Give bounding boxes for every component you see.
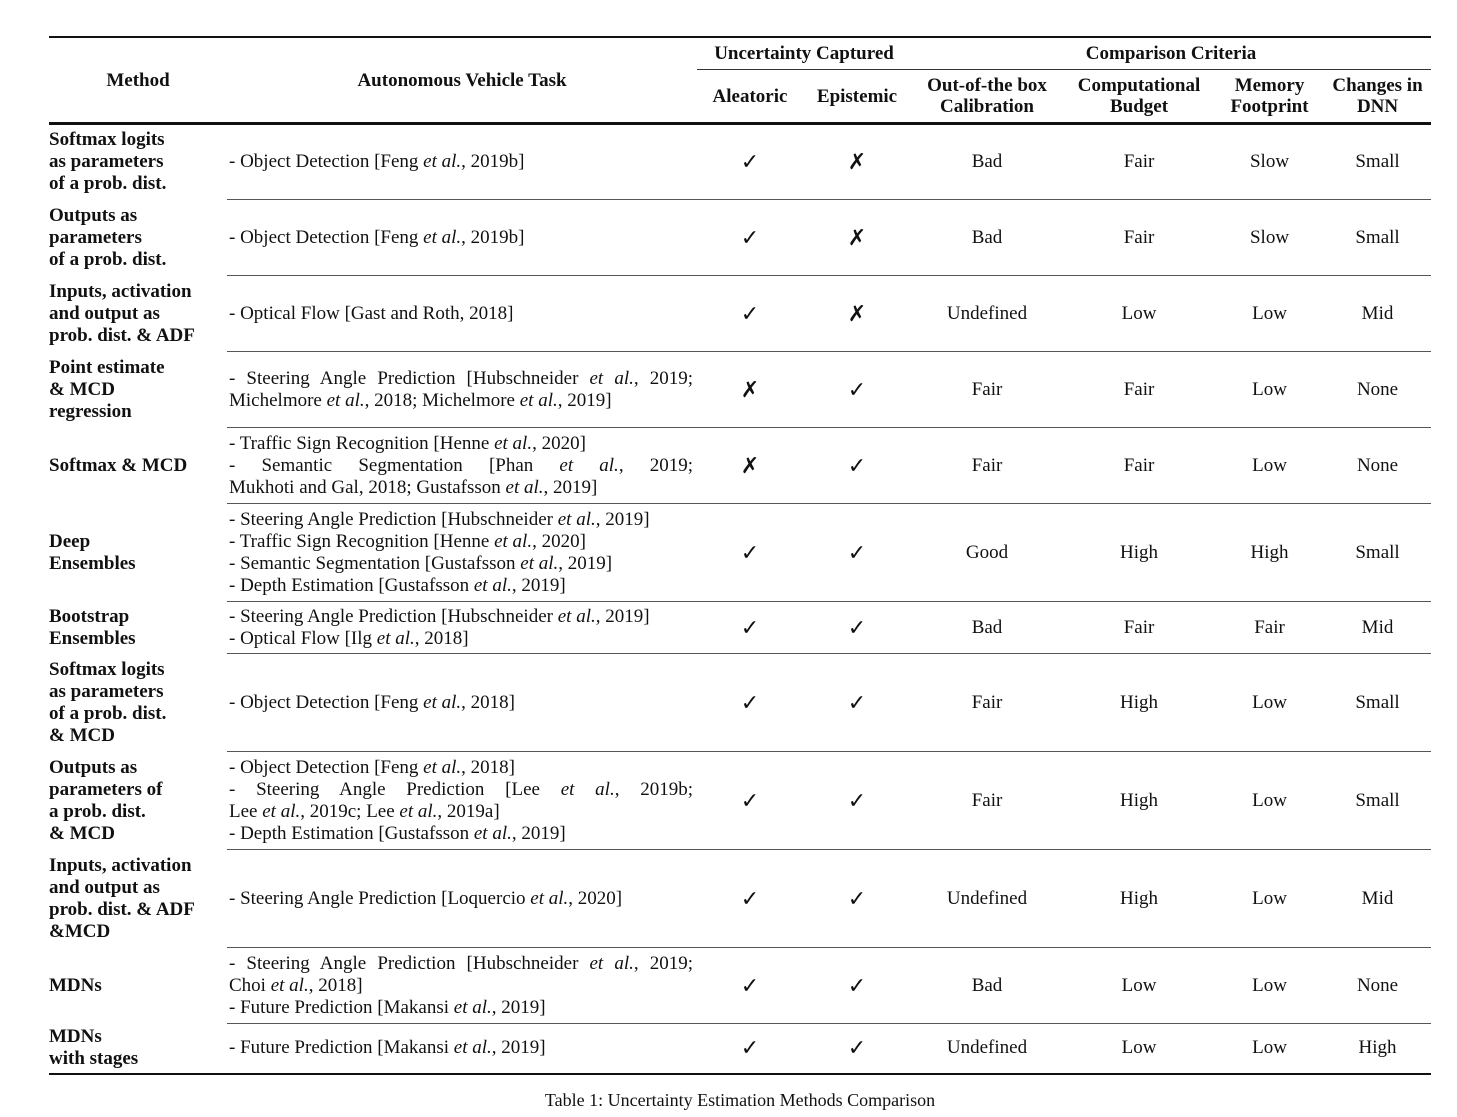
calibration-cell: Fair [911, 752, 1063, 850]
task-line [229, 801, 693, 823]
task-text: - Optical Flow [Gast and Roth, 2018] [229, 302, 514, 324]
method-line: Softmax logits [49, 129, 165, 151]
task-line [229, 553, 693, 575]
method-line: Outputs as [49, 756, 138, 778]
table-row [49, 602, 1431, 654]
method-line: of a prob. dist. [49, 702, 167, 724]
task-line [229, 151, 693, 173]
table-row [49, 352, 1431, 428]
citation-etal: et al. [473, 822, 512, 844]
task-text: - Steering Angle Prediction [Hubschneider [229, 605, 558, 627]
task-text: , 2019] [491, 1037, 546, 1059]
compute-budget-cell: Fair [1063, 428, 1215, 504]
task-text: Choi [229, 974, 271, 996]
memory-footprint-cell: Fair [1215, 602, 1324, 654]
method-line: a prob. dist. [49, 800, 146, 822]
table-row [49, 752, 1431, 850]
dnn-changes-cell: Small [1324, 200, 1431, 276]
table-row [49, 850, 1431, 948]
task-text: , 2020] [568, 887, 623, 909]
task-cell [227, 352, 697, 428]
epistemic-cell: ✓ [803, 504, 911, 602]
task-text: , 2018] [461, 756, 515, 778]
method-line: of a prob. dist. [49, 248, 167, 270]
compute-budget-cell: High [1063, 850, 1215, 948]
memory-footprint-cell: Low [1215, 850, 1324, 948]
header-changes [1324, 70, 1431, 124]
task-cell [227, 654, 697, 752]
task-text: - Future Prediction [Makansi [229, 996, 454, 1018]
aleatoric-cell: ✓ [697, 752, 803, 850]
citation-etal: et al. [505, 476, 544, 498]
compute-budget-cell: Low [1063, 1024, 1215, 1074]
method-cell [49, 654, 227, 752]
epistemic-cell: ✓ [803, 602, 911, 654]
method-line: Ensembles [49, 552, 136, 574]
citation-etal: et al. [453, 1037, 492, 1059]
table-row [49, 124, 1431, 200]
header-epistemic: Epistemic [803, 70, 911, 124]
task-line [229, 368, 693, 390]
method-line: as parameters [49, 151, 164, 173]
task-cell [227, 1024, 697, 1074]
task-text: - Steering Angle Prediction [Hubschneider [229, 952, 590, 974]
citation-etal: et al. [270, 974, 309, 996]
citation-etal: et al. [519, 389, 558, 411]
task-text: , 2019] [557, 389, 612, 411]
memory-footprint-cell: Low [1215, 1024, 1324, 1074]
task-line [229, 390, 693, 412]
dnn-changes-cell: None [1324, 352, 1431, 428]
task-text: , 2019] [595, 605, 650, 627]
header-task: Autonomous Vehicle Task [227, 37, 697, 124]
task-line [229, 757, 693, 779]
task-text: , 2018] [461, 691, 515, 713]
compute-budget-cell: Low [1063, 948, 1215, 1024]
method-cell [49, 602, 227, 654]
header-memory-line1: Memory [1234, 75, 1305, 96]
memory-footprint-cell: Slow [1215, 124, 1324, 200]
header-calibration-line2: Calibration [940, 96, 1034, 117]
task-text: , 2019] [491, 996, 546, 1018]
compute-budget-cell: Fair [1063, 602, 1215, 654]
calibration-cell: Bad [911, 124, 1063, 200]
method-line: &MCD [49, 920, 111, 942]
method-line: regression [49, 400, 132, 422]
header-memory-line2: Footprint [1230, 96, 1309, 117]
task-line [229, 953, 693, 975]
method-line: parameters of [49, 778, 163, 800]
task-text: - Depth Estimation [Gustafsson [229, 574, 474, 596]
header-memory [1215, 70, 1324, 124]
compute-budget-cell: High [1063, 654, 1215, 752]
method-cell [49, 504, 227, 602]
compute-budget-cell: Fair [1063, 200, 1215, 276]
method-line: of a prob. dist. [49, 173, 167, 195]
task-text: - Object Detection [Feng [229, 691, 424, 713]
table-row [49, 948, 1431, 1024]
dnn-changes-cell: Mid [1324, 276, 1431, 352]
method-cell [49, 276, 227, 352]
task-cell [227, 752, 697, 850]
comparison-table [49, 36, 1431, 1075]
citation-etal: et al. [557, 508, 596, 530]
task-text: , 2020] [532, 432, 586, 454]
task-text: - Steering Angle Prediction [Hubschneider [229, 367, 590, 389]
epistemic-cell: ✓ [803, 654, 911, 752]
calibration-cell: Undefined [911, 850, 1063, 948]
task-text: Mukhoti and Gal, 2018; Gustafsson [229, 476, 506, 498]
aleatoric-cell: ✓ [697, 200, 803, 276]
task-text: - Depth Estimation [Gustafsson [229, 822, 474, 844]
task-text: , 2019] [558, 552, 613, 574]
method-line: Outputs as [49, 204, 138, 226]
table-header [49, 37, 1431, 124]
calibration-cell: Undefined [911, 276, 1063, 352]
task-text: , 2019; [633, 952, 693, 974]
epistemic-cell: ✓ [803, 948, 911, 1024]
method-cell [49, 124, 227, 200]
method-cell [49, 1024, 227, 1074]
citation-etal: et al. [520, 552, 559, 574]
task-text: , 2019] [543, 476, 598, 498]
method-line: parameters [49, 226, 142, 248]
task-text: - Steering Angle Prediction [Lee [229, 778, 561, 800]
task-line [229, 303, 693, 325]
method-line: prob. dist. & ADF [49, 898, 195, 920]
table-body [49, 124, 1431, 1074]
task-line [229, 997, 693, 1019]
table-row [49, 276, 1431, 352]
calibration-cell: Bad [911, 948, 1063, 1024]
task-text: , 2020] [532, 530, 586, 552]
citation-etal: et al. [494, 432, 533, 454]
citation-etal: et al. [399, 800, 438, 822]
method-line: & MCD [49, 822, 115, 844]
epistemic-cell: ✗ [803, 200, 911, 276]
dnn-changes-cell: Mid [1324, 850, 1431, 948]
task-text: - Steering Angle Prediction [Hubschneider [229, 508, 558, 530]
method-line: MDNs [49, 974, 102, 996]
task-text: , 2019b] [461, 151, 525, 172]
calibration-cell: Bad [911, 602, 1063, 654]
table-row [49, 1024, 1431, 1074]
aleatoric-cell: ✓ [697, 654, 803, 752]
table-row [49, 200, 1431, 276]
task-cell [227, 948, 697, 1024]
citation-etal: et al. [326, 389, 365, 411]
method-line: MDNs [49, 1026, 102, 1047]
memory-footprint-cell: Low [1215, 948, 1324, 1024]
task-text: , 2019b; [614, 778, 693, 800]
dnn-changes-cell: Small [1324, 124, 1431, 200]
aleatoric-cell: ✓ [697, 124, 803, 200]
citation-etal: et al. [423, 151, 462, 172]
method-line: Softmax logits [49, 658, 165, 680]
calibration-cell: Fair [911, 428, 1063, 504]
dnn-changes-cell: Mid [1324, 602, 1431, 654]
task-cell [227, 504, 697, 602]
task-text: - Object Detection [Feng [229, 756, 424, 778]
header-changes-line2: DNN [1356, 96, 1399, 117]
calibration-cell: Bad [911, 200, 1063, 276]
task-text: , 2019; [633, 367, 693, 389]
epistemic-cell: ✓ [803, 1024, 911, 1074]
epistemic-cell: ✓ [803, 352, 911, 428]
method-line: Inputs, activation [49, 280, 192, 302]
task-text: , 2019] [511, 822, 566, 844]
task-text: Michelmore [229, 389, 327, 411]
compute-budget-cell: High [1063, 752, 1215, 850]
header-calibration-line1: Out-of-the box [927, 75, 1047, 96]
aleatoric-cell: ✓ [697, 948, 803, 1024]
citation-etal: et al. [557, 605, 596, 627]
task-text: , 2019] [595, 508, 650, 530]
compute-budget-cell: Fair [1063, 124, 1215, 200]
method-line: and output as [49, 876, 160, 898]
citation-etal: et al. [589, 367, 634, 389]
task-text: , 2018; Michelmore [364, 389, 520, 411]
method-cell [49, 428, 227, 504]
task-text: - Object Detection [Feng [229, 151, 424, 172]
task-line [229, 823, 693, 845]
header-criteria-group: Comparison Criteria [911, 37, 1431, 70]
task-cell [227, 124, 697, 200]
aleatoric-cell: ✓ [697, 602, 803, 654]
compute-budget-cell: Low [1063, 276, 1215, 352]
header-calibration [911, 70, 1063, 124]
memory-footprint-cell: High [1215, 504, 1324, 602]
header-compute [1063, 70, 1215, 124]
task-text: - Traffic Sign Recognition [Henne [229, 432, 495, 454]
calibration-cell: Fair [911, 352, 1063, 428]
dnn-changes-cell: High [1324, 1024, 1431, 1074]
task-line [229, 433, 693, 455]
task-line [229, 1037, 693, 1059]
task-text: - Object Detection [Feng [229, 226, 424, 248]
citation-etal: et al. [262, 800, 301, 822]
epistemic-cell: ✗ [803, 276, 911, 352]
aleatoric-cell: ✓ [697, 276, 803, 352]
task-text: - Traffic Sign Recognition [Henne [229, 530, 495, 552]
task-line [229, 455, 693, 477]
citation-etal: et al. [530, 887, 569, 909]
aleatoric-cell: ✓ [697, 504, 803, 602]
task-text: - Future Prediction [Makansi [229, 1037, 454, 1059]
task-text: - Steering Angle Prediction [Loquercio [229, 887, 531, 909]
memory-footprint-cell: Low [1215, 276, 1324, 352]
citation-etal: et al. [423, 691, 462, 713]
task-cell [227, 602, 697, 654]
method-cell [49, 352, 227, 428]
header-method: Method [49, 37, 227, 124]
method-line: Point estimate [49, 356, 165, 378]
header-compute-line2: Budget [1109, 96, 1169, 117]
task-line [229, 975, 693, 997]
aleatoric-cell: ✓ [697, 1024, 803, 1074]
memory-footprint-cell: Low [1215, 352, 1324, 428]
table-row [49, 428, 1431, 504]
task-text: , 2019b] [461, 226, 525, 248]
epistemic-cell: ✗ [803, 124, 911, 200]
task-text: , 2018] [308, 974, 363, 996]
method-cell [49, 850, 227, 948]
citation-etal: et al. [560, 778, 615, 800]
task-line [229, 779, 693, 801]
task-cell [227, 200, 697, 276]
citation-etal: et al. [589, 952, 634, 974]
calibration-cell: Fair [911, 654, 1063, 752]
memory-footprint-cell: Low [1215, 428, 1324, 504]
citation-etal: et al. [423, 226, 462, 248]
header-changes-line1: Changes in [1332, 75, 1423, 96]
task-line [229, 477, 693, 499]
dnn-changes-cell: Small [1324, 654, 1431, 752]
epistemic-cell: ✓ [803, 428, 911, 504]
task-text: - Semantic Segmentation [Gustafsson [229, 552, 521, 574]
method-line: & MCD [49, 724, 115, 746]
calibration-cell: Good [911, 504, 1063, 602]
citation-etal: et al. [559, 454, 619, 476]
task-text: - Optical Flow [Ilg [229, 627, 377, 649]
method-cell [49, 948, 227, 1024]
method-line: Inputs, activation [49, 854, 192, 876]
method-line: Ensembles [49, 627, 136, 649]
header-compute-line1: Computational [1077, 75, 1201, 96]
task-line [229, 692, 693, 714]
epistemic-cell: ✓ [803, 752, 911, 850]
task-line [229, 606, 693, 628]
citation-etal: et al. [494, 530, 533, 552]
citation-etal: et al. [453, 996, 492, 1018]
task-text: - Semantic Segmentation [Phan [229, 454, 560, 476]
dnn-changes-cell: Small [1324, 752, 1431, 850]
method-line: Softmax & MCD [49, 454, 188, 476]
memory-footprint-cell: Low [1215, 654, 1324, 752]
compute-budget-cell: Fair [1063, 352, 1215, 428]
aleatoric-cell: ✗ [697, 428, 803, 504]
header-aleatoric: Aleatoric [697, 70, 803, 124]
task-cell [227, 276, 697, 352]
task-text: , 2019c; Lee [300, 800, 400, 822]
task-text: , 2019] [511, 574, 566, 596]
task-cell [227, 428, 697, 504]
task-line [229, 628, 693, 650]
task-line [229, 227, 693, 249]
method-cell [49, 752, 227, 850]
comparison-table-container [49, 36, 1431, 1075]
method-line: as parameters [49, 680, 164, 702]
task-line [229, 888, 693, 910]
dnn-changes-cell: None [1324, 428, 1431, 504]
method-cell [49, 200, 227, 276]
method-line: with stages [49, 1048, 139, 1069]
aleatoric-cell: ✗ [697, 352, 803, 428]
memory-footprint-cell: Low [1215, 752, 1324, 850]
method-line: and output as [49, 302, 160, 324]
method-line: & MCD [49, 378, 115, 400]
dnn-changes-cell: None [1324, 948, 1431, 1024]
compute-budget-cell: High [1063, 504, 1215, 602]
task-line [229, 509, 693, 531]
task-text: , 2019; [618, 454, 693, 476]
memory-footprint-cell: Slow [1215, 200, 1324, 276]
method-line: prob. dist. & ADF [49, 324, 195, 346]
task-text: , 2018] [414, 627, 469, 649]
citation-etal: et al. [473, 574, 512, 596]
method-line: Bootstrap [49, 605, 130, 627]
task-cell [227, 850, 697, 948]
epistemic-cell: ✓ [803, 850, 911, 948]
table-row [49, 654, 1431, 752]
dnn-changes-cell: Small [1324, 504, 1431, 602]
table-caption: Table 1: Uncertainty Estimation Methods Comparison [544, 1090, 936, 1110]
citation-etal: et al. [423, 756, 462, 778]
task-line [229, 575, 693, 597]
task-line [229, 531, 693, 553]
header-uncertainty-group: Uncertainty Captured [697, 37, 911, 70]
method-line: Deep [49, 530, 91, 552]
calibration-cell: Undefined [911, 1024, 1063, 1074]
aleatoric-cell: ✓ [697, 850, 803, 948]
task-text: Lee [229, 800, 263, 822]
citation-etal: et al. [376, 627, 415, 649]
table-row [49, 504, 1431, 602]
task-text: , 2019a] [437, 800, 500, 822]
